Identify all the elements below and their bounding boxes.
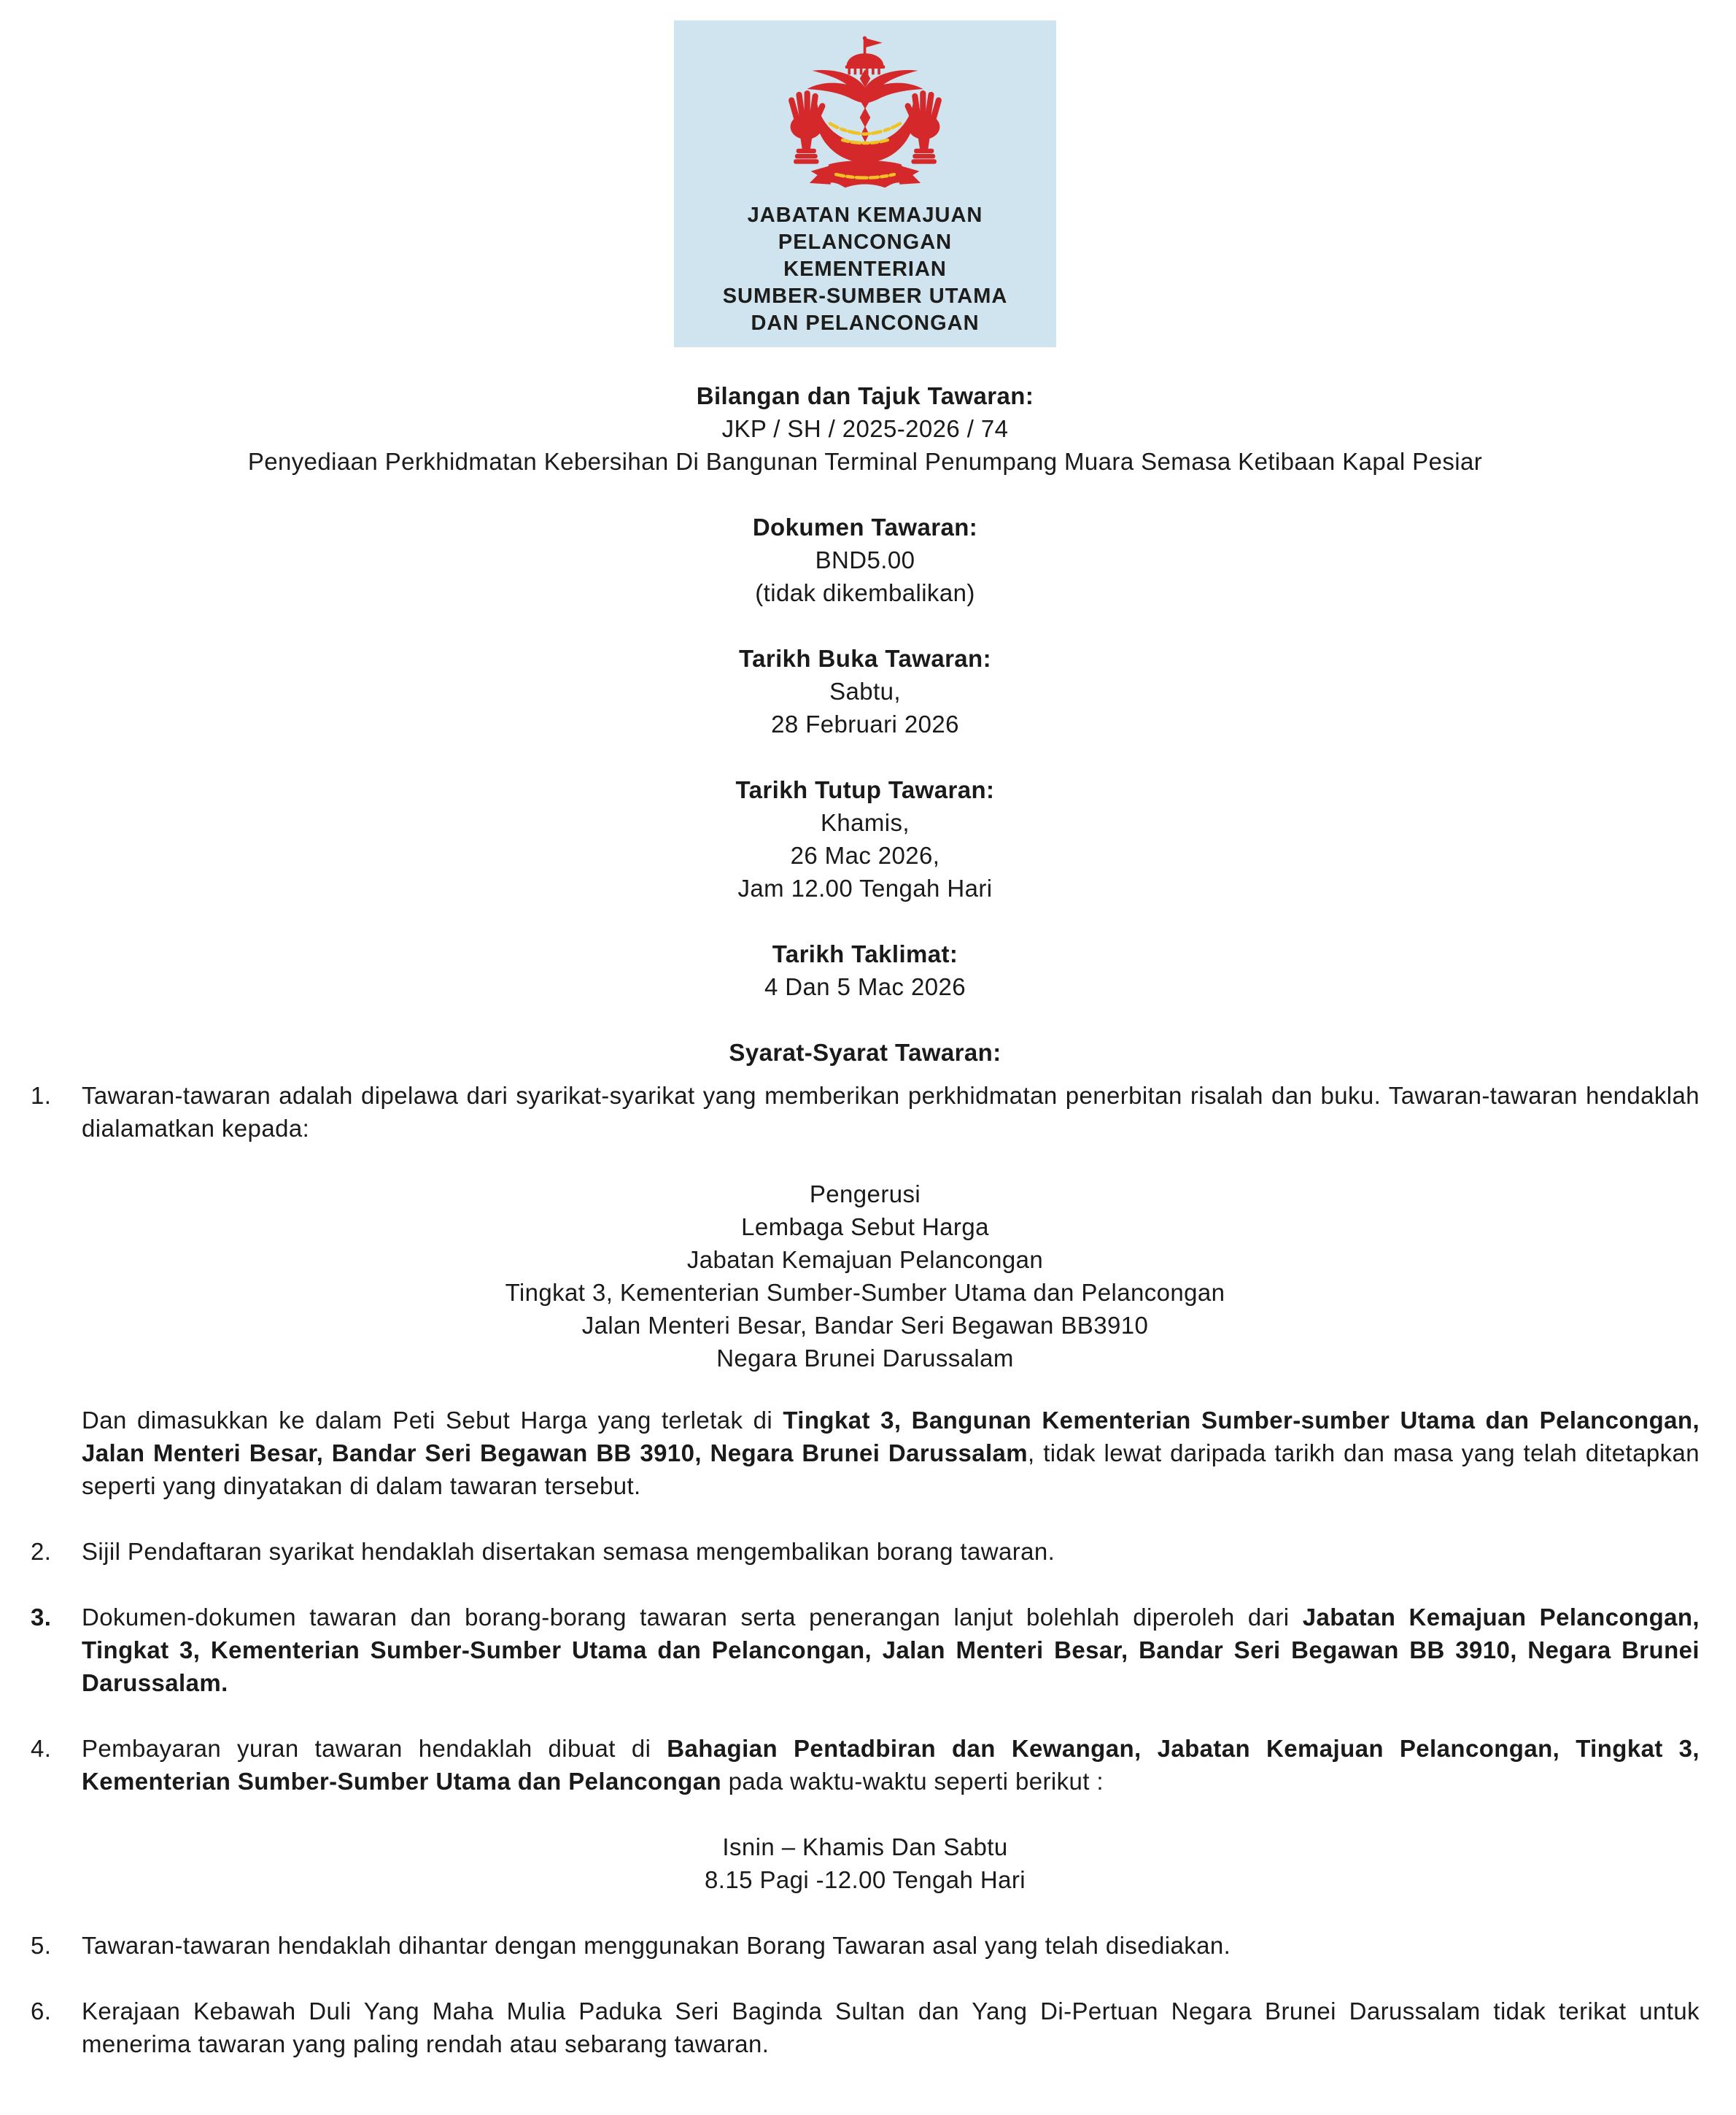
condition-item-6 (31, 1995, 1700, 2060)
item-4-run3: pada waktu-waktu seperti berikut : (721, 1768, 1104, 1795)
item-number: 6. (31, 1998, 52, 2025)
briefing-date: 4 Dan 5 Mac 2026 (764, 973, 966, 1000)
briefing-date-block (31, 937, 1700, 1003)
item-number: 1. (31, 1082, 52, 1109)
item-text (82, 1404, 1700, 1502)
agency-name-line: PELANCONGAN (778, 231, 953, 254)
item-4-run2-bold: Bahagian Pentadbiran dan Kewangan, Jabatan Kemajuan Pelancongan, Tingkat 3, Kementerian Sumber-Sumber Utama dan Pelancongan (82, 1735, 1700, 1795)
open-date-block (31, 642, 1700, 741)
office-hours-block (31, 1830, 1700, 1896)
item-1b-run3: , tidak lewat daripada tarikh dan masa yang telah ditetapkan seperti yang dinyatakan di dalam tawaran tersebut. (82, 1439, 1700, 1499)
address-line: Jalan Menteri Besar, Bandar Seri Begawan BB3910 (581, 1312, 1149, 1339)
agency-name-line: KEMENTERIAN (783, 258, 947, 281)
open-date: 28 Februari 2026 (771, 711, 959, 738)
item-4-run1: Pembayaran yuran tawaran hendaklah dibuat di (82, 1735, 667, 1762)
close-date-label: Tarikh Tutup Tawaran: (735, 776, 995, 803)
item-number: 2. (31, 1538, 52, 1565)
condition-item-3 (31, 1601, 1700, 1699)
item-text (82, 1535, 1700, 1568)
item-1b-run2-bold: Tingkat 3, Bangunan Kementerian Sumber-sumber Utama dan Pelancongan, Jalan Menteri Besar, Bandar Seri Begawan BB 3910, Negara Brunei Darussalam (82, 1407, 1700, 1466)
crest-totem-icon (859, 69, 872, 142)
conditions-heading: Syarat-Syarat Tawaran: (729, 1039, 1001, 1066)
item-3-run2-bold: Jabatan Kemajuan Pelancongan, Tingkat 3, Kementerian Sumber-Sumber Utama dan Pelancongan, Jalan Menteri Besar, Bandar Seri Begawan BB 3910, Negara Brunei Darussalam. (82, 1604, 1700, 1696)
item-text (82, 1732, 1700, 1798)
condition-item-1 (31, 1079, 1700, 1145)
crest-hand-right-icon (904, 90, 942, 164)
tender-reference-number: JKP / SH / 2025-2026 / 74 (721, 415, 1009, 442)
open-day: Sabtu, (829, 678, 901, 705)
submission-address-block (31, 1178, 1700, 1374)
crest-hand-left-icon (788, 90, 826, 164)
close-date-block (31, 773, 1700, 905)
item-text (82, 1601, 1700, 1699)
office-hours-days: Isnin – Khamis Dan Sabtu (722, 1833, 1008, 1860)
item-text (82, 1995, 1700, 2060)
close-day: Khamis, (820, 809, 910, 836)
item-text (82, 1929, 1700, 1962)
condition-item-5 (31, 1929, 1700, 1962)
address-line: Jabatan Kemajuan Pelancongan (686, 1246, 1044, 1273)
address-line: Pengerusi (809, 1180, 921, 1207)
agency-logo-box (674, 20, 1056, 347)
condition-item-2 (31, 1535, 1700, 1568)
address-line: Tingkat 3, Kementerian Sumber-Sumber Utama dan Pelancongan (505, 1279, 1225, 1306)
item-text (82, 1079, 1700, 1145)
tender-title-block (31, 379, 1700, 478)
address-line: Lembaga Sebut Harga (741, 1213, 989, 1240)
item-1-text: Tawaran-tawaran adalah dipelawa dari syarikat-syarikat yang memberikan perkhidmatan penerbitan risalah dan buku. Tawaran-tawaran hendaklah dialamatkan kepada: (82, 1082, 1700, 1142)
item-number: 3. (31, 1604, 52, 1631)
item-6-text: Kerajaan Kebawah Duli Yang Maha Mulia Paduka Seri Baginda Sultan dan Yang Di-Pertuan Negara Brunei Darussalam tidak terikat untuk menerima tawaran yang paling rendah atau sebarang tawaran. (82, 1998, 1700, 2057)
close-date: 26 Mac 2026, (790, 842, 940, 869)
agency-name (681, 202, 1049, 337)
item-number: 4. (31, 1735, 52, 1762)
address-line: Negara Brunei Darussalam (716, 1345, 1014, 1372)
agency-name-line: DAN PELANCONGAN (751, 312, 980, 335)
item-1b-run1: Dan dimasukkan ke dalam Peti Sebut Harga yang terletak di (82, 1407, 783, 1434)
close-time: Jam 12.00 Tengah Hari (737, 875, 993, 902)
item-number: 5. (31, 1932, 52, 1959)
document-fee-block (31, 511, 1700, 609)
item-5-text: Tawaran-tawaran hendaklah dihantar dengan menggunakan Borang Tawaran asal yang telah disediakan. (82, 1932, 1231, 1959)
briefing-date-label: Tarikh Taklimat: (772, 940, 958, 967)
condition-item-1-continuation (31, 1404, 1700, 1502)
open-date-label: Tarikh Buka Tawaran: (738, 645, 992, 672)
agency-name-line: JABATAN KEMAJUAN (747, 204, 983, 227)
document-fee-label: Dokumen Tawaran: (752, 514, 978, 541)
crest-ribbon-icon (810, 161, 921, 187)
tender-project-title: Penyediaan Perkhidmatan Kebersihan Di Bangunan Terminal Penumpang Muara Semasa Ketibaan Kapal Pesiar (247, 448, 1483, 475)
document-fee-amount: BND5.00 (815, 546, 915, 573)
brunei-crest-emblem (766, 32, 964, 198)
condition-item-4 (31, 1732, 1700, 1798)
tender-number-label: Bilangan dan Tajuk Tawaran: (696, 382, 1034, 409)
document-fee-note: (tidak dikembalikan) (755, 579, 975, 606)
item-3-run1: Dokumen-dokumen tawaran dan borang-borang tawaran serta penerangan lanjut bolehlah diperoleh dari (82, 1604, 1303, 1631)
item-2-text: Sijil Pendaftaran syarikat hendaklah disertakan semasa mengembalikan borang tawaran. (82, 1538, 1055, 1565)
agency-name-line: SUMBER-SUMBER UTAMA (722, 285, 1008, 308)
office-hours-times: 8.15 Pagi -12.00 Tengah Hari (705, 1866, 1026, 1893)
